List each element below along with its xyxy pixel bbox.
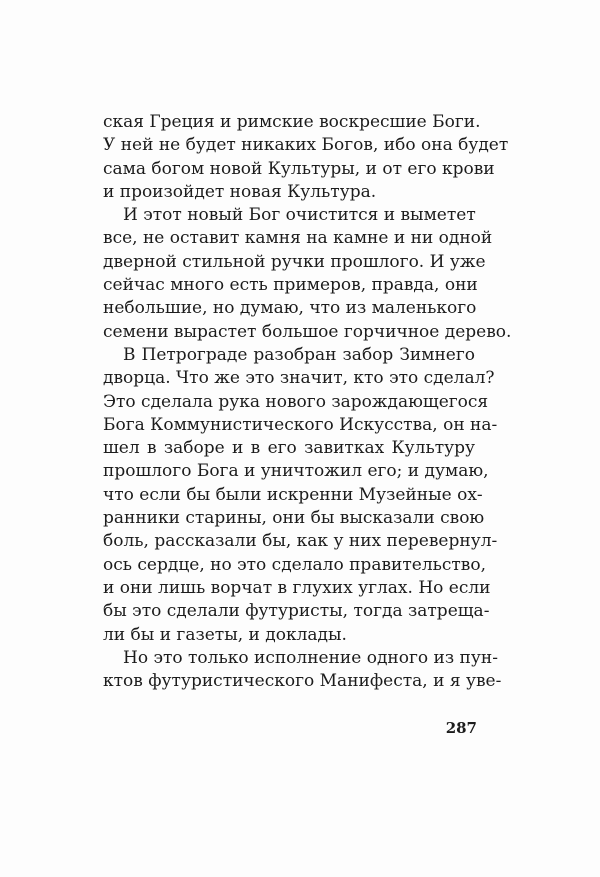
paragraph-4	[103, 647, 502, 694]
text-line: Это сделала рука нового зарождающегося	[103, 391, 489, 412]
text-line: что если бы были искренни Музейные ох-	[103, 484, 483, 505]
text-line: У ней не будет никаких Богов, ибо она будет	[103, 135, 509, 156]
paragraph-2	[103, 204, 512, 344]
text-line: Но это только исполнение одного из пун-	[123, 647, 498, 668]
paragraph-3	[103, 344, 498, 647]
text-line: И этот новый Бог очистится и выметет	[123, 205, 476, 226]
text-line: прошлого Бога и уничтожил его; и думаю,	[103, 461, 489, 482]
paragraph-1	[103, 111, 509, 204]
text-line: ская Греция и римские воскресшие Боги.	[103, 112, 481, 132]
page-number: 287	[445, 719, 477, 737]
text-line: небольшие, но думаю, что из маленького	[103, 298, 477, 319]
text-line: Бога Коммунистического Искусства, он на-	[103, 414, 498, 435]
text-line: боль, рассказали бы, как у них перевернул-	[103, 531, 498, 552]
text-line: сама богом новой Культуры, и от его крови	[103, 158, 495, 179]
text-line: ранники старины, они бы высказали свою	[103, 508, 485, 529]
text-line: все, не оставит камня на камне и ни одной	[103, 228, 493, 249]
text-line: ктов футуристического Манифеста, и я уве-	[103, 671, 502, 692]
text-line: ли бы и газеты, и доклады.	[103, 624, 347, 645]
text-line: бы это сделали футуристы, тогда затреща-	[103, 601, 490, 622]
text-line: и произойдет новая Культура.	[103, 181, 377, 202]
text-line: семени вырастет большое горчичное дерево.	[103, 321, 512, 342]
text-line: шел в заборе и в его завитках Культуру	[103, 438, 475, 459]
body-text	[103, 111, 512, 693]
text-line: дверной стильной ручки прошлого. И уже	[103, 251, 486, 272]
text-line: сейчас много есть примеров, правда, они	[103, 275, 478, 296]
text-line: ось сердце, но это сделало правительство,	[103, 554, 487, 575]
text-line: дворца. Что же это значит, кто это сделал?	[103, 368, 495, 389]
text-line: и они лишь ворчат в глухих углах. Но если	[103, 577, 491, 598]
text-line: В Петрограде разобран забор Зимнего	[123, 344, 475, 365]
